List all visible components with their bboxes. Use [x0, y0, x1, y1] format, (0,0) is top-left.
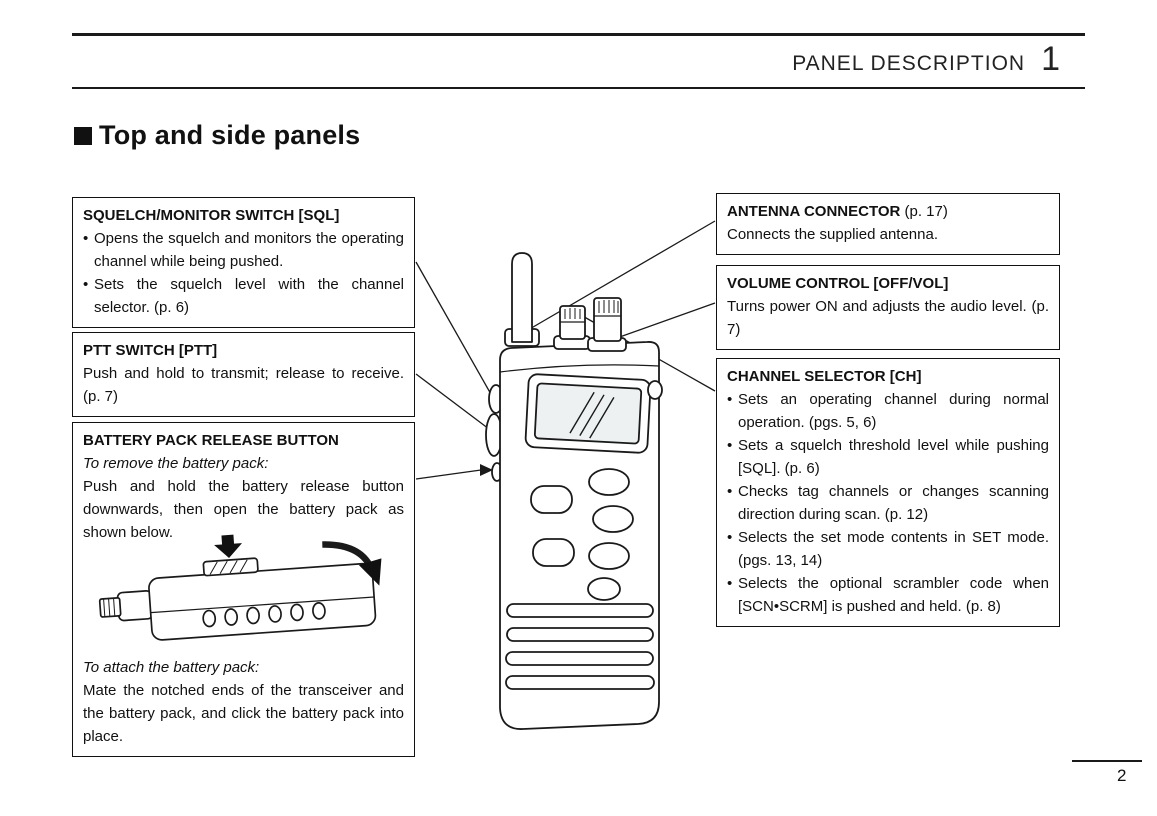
squelch-callout-line — [416, 262, 492, 396]
battery-callout-line — [416, 470, 481, 479]
side-jack — [648, 381, 662, 399]
sql-side-button — [489, 385, 503, 413]
section-marker-icon — [74, 127, 92, 145]
box-title-bold: ANTENNA CONNECTOR — [727, 203, 901, 220]
channel-selector-knob — [588, 298, 626, 351]
footer-rule — [1072, 760, 1142, 762]
volume-knob — [554, 306, 590, 349]
bullet-item: • Checks tag channels or changes scanning direction during scan. (p. 12) — [727, 480, 1049, 526]
header-title: PANEL DESCRIPTION — [792, 52, 1026, 75]
battery-illustration-area — [83, 544, 404, 656]
radio-illustration — [486, 253, 662, 729]
speaker-grille — [506, 604, 654, 689]
header-bottom-rule — [72, 87, 1085, 89]
bullet-item: • Selects the optional scrambler code when [SCN•SCRM] is pushed and held. (p. 8) — [727, 572, 1049, 618]
battery-release-box — [72, 422, 415, 757]
ptt-side-button — [486, 414, 502, 456]
callout-lines — [416, 221, 715, 479]
ptt-callout-line — [416, 374, 489, 429]
radio-display — [525, 374, 651, 453]
battery-remove-label: To remove the battery pack: — [83, 455, 269, 472]
channel-selector-box — [716, 358, 1060, 627]
radio-body — [500, 342, 659, 729]
top-rule — [72, 33, 1085, 36]
battery-remove-body: Push and hold the battery release button downwards, then open the battery pack as shown below. — [83, 478, 404, 541]
box-body: Push and hold to transmit; release to receive. (p. 7) — [83, 365, 404, 405]
volume-control-box — [716, 265, 1060, 350]
bullet-item: • Selects the set mode contents in SET mode. (pgs. 13, 14) — [727, 526, 1049, 572]
page-number: 2 — [1117, 766, 1127, 785]
bullet-item: • Sets an operating channel during normal operation. (pgs. 5, 6) — [727, 388, 1049, 434]
antenna — [512, 253, 532, 342]
box-title: BATTERY PACK RELEASE BUTTON — [83, 432, 339, 449]
section-title — [74, 120, 360, 151]
chapter-number: 1 — [1041, 40, 1060, 78]
box-title: CHANNEL SELECTOR [CH] — [727, 368, 922, 385]
box-title: VOLUME CONTROL [OFF/VOL] — [727, 275, 949, 292]
box-title-suffix: (p. 17) — [900, 203, 948, 220]
box-title — [727, 200, 1049, 223]
antenna-connector-box — [716, 193, 1060, 255]
channel-callout-line — [572, 310, 715, 391]
page-header — [560, 40, 1060, 79]
bullet-item: • Sets a squelch threshold level while pushing [SQL]. (p. 6) — [727, 434, 1049, 480]
volume-callout-line — [600, 303, 715, 344]
battery-attach-label: To attach the battery pack: — [83, 659, 260, 676]
bullet-item: • Sets the squelch level with the channel selector. (p. 6) — [83, 273, 404, 319]
box-body: Turns power ON and adjusts the audio level. (p. 7) — [727, 298, 1049, 338]
section-title-text: Top and side panels — [99, 120, 361, 150]
ptt-switch-box — [72, 332, 415, 417]
antenna-callout-line — [528, 221, 715, 330]
battery-callout-arrowhead — [480, 464, 493, 476]
keypad-buttons — [531, 469, 633, 600]
box-title: PTT SWITCH [PTT] — [83, 342, 218, 359]
battery-attach-body: Mate the notched ends of the transceiver and the battery pack, and click the battery pack into place. — [83, 682, 404, 745]
radio-top-face-line — [500, 365, 659, 372]
box-title: SQUELCH/MONITOR SWITCH [SQL] — [83, 207, 340, 224]
box-body: Connects the supplied antenna. — [727, 226, 938, 243]
battery-release-side-button — [492, 463, 502, 481]
bullet-item: • Opens the squelch and monitors the operating channel while being pushed. — [83, 227, 404, 273]
antenna-base — [505, 329, 539, 346]
squelch-switch-box — [72, 197, 415, 328]
